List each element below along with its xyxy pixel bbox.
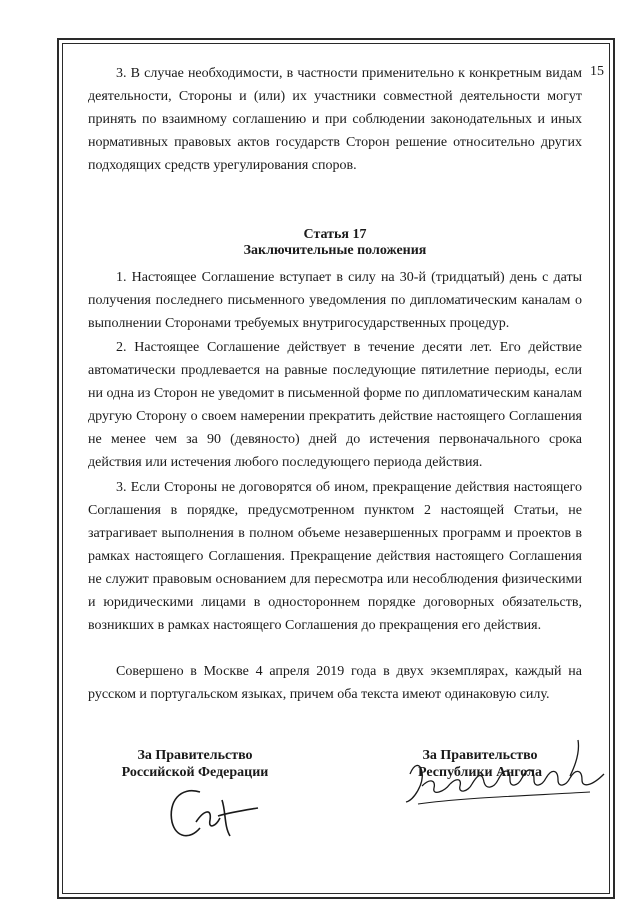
- paragraph-1: 1. Настоящее Соглашение вступает в силу на 30-й (тридцатый) день с даты получения последнего письменного уведомления по дипломатическим каналам о выполнении Сторонами требуемых внутригосударственных процедур.: [88, 270, 582, 331]
- intro-paragraph: 3. В случае необходимости, в частности применительно к конкретным видам деятельности, Стороны и (или) их участники совместной деятельности могут принять по взаимному соглашению и при соблюдении законодательных и иных нормативных правовых актов государств Сторон решение относительно других подходящих средств урегулирования споров.: [88, 66, 582, 173]
- article-title: Заключительные положения: [243, 243, 427, 258]
- page-number: 15: [590, 64, 604, 79]
- signatory-right-line2: Республики Ангола: [418, 765, 542, 780]
- signatory-left-label: [110, 747, 280, 781]
- signature-right: [400, 738, 610, 818]
- closing-paragraph: Совершено в Москве 4 апреля 2019 года в двух экземплярах, каждый на русском и португальском языках, причем оба текста имеют одинаковую силу.: [88, 664, 582, 702]
- paragraph-3: 3. Если Стороны не договорятся об ином, прекращение действия настоящего Соглашения в порядке, предусмотренном пунктом 2 настоящей Статьи, не затрагивает выполнения в полном объеме незавершенных программ и проектов в рамках настоящего Соглашения. Прекращение действия настоящего Соглашения не служит правовым основанием для пересмотра или несоблюдения физическими и юридическими лицами в одностороннем порядке договорных обязательств, возникших в рамках настоящего Соглашения до прекращения его действия.: [88, 480, 582, 633]
- paragraph-2: 2. Настоящее Соглашение действует в течение десяти лет. Его действие автоматически продлевается на равные последующие пятилетние периоды, если ни одна из Сторон не уведомит в письменной форме по дипломатическим каналам другую Сторону о своем намерении прекратить действие настоящего Соглашения не менее чем за 90 (девяносто) дней до истечения первоначального срока действия или истечения любого последующего периода действия.: [88, 340, 582, 470]
- signatory-left-line2: Российской Федерации: [121, 765, 269, 780]
- signatory-right-line1: За Правительство: [422, 748, 538, 763]
- signatory-left-line1: За Правительство: [137, 748, 253, 763]
- article-number: Статья 17: [303, 227, 367, 242]
- signature-left: [160, 782, 270, 844]
